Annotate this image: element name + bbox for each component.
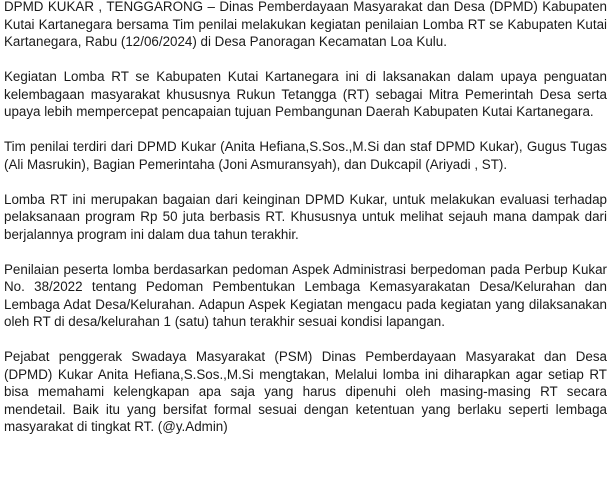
paragraph-judges: Tim penilai terdiri dari DPMD Kukar (Anita Hefiana,S.Sos.,M.Si dan staf DPMD Kukar), Gugus Tugas (Ali Masrukin), Bagian Pemerintaha (Joni Asmuransyah), dan Dukcapil (Ariyadi , ST).	[4, 139, 607, 172]
paragraph-statement: Pejabat penggerak Swadaya Masyarakat (PSM) Dinas Pemberdayaan Masyarakat dan Desa (DPMD) Kukar Anita Hefiana,S.Sos.,M.Si mengtakan, Melalui lomba ini diharapkan agar setiap RT bisa memahami kelengkapan apa saja yang harus dipenuhi oleh masing-masing RT secara mendetail. Baik itu yang bersifat formal sesuai dengan ketentuan yang berlaku seperti lembaga masyarakat di tingkat RT. (@y.Admin)	[4, 349, 607, 434]
paragraph-evaluation: Lomba RT ini merupakan bagaian dari keinginan DPMD Kukar, untuk melakukan evaluasi terhadap pelaksanaan program Rp 50 juta berbasis RT. Khususnya untuk melihat sejauh mana dampak dari berjalannya program ini dalam dua tahun terakhir.	[4, 191, 607, 242]
paragraph-criteria: Penilaian peserta lomba berdasarkan pedoman Aspek Administrasi berpedoman pada Perbup Kukar No. 38/2022 tentang Pedoman Pembentukan Lembaga Kemasyarakatan Desa/Kelurahan dan Lembaga Adat Desa/Kelurahan. Adapun Aspek Kegiatan mengacu pada kegiatan yang dilaksanakan oleh RT di desa/kelurahan 1 (satu) tahun terakhir sesuai kondisi lapangan.	[4, 261, 607, 329]
paragraph-intro: DPMD KUKAR , TENGGARONG – Dinas Pemberdayaan Masyarakat dan Desa (DPMD) Kabupaten Kutai Kartanegara bersama Tim penilai melakukan kegiatan penilaian Lomba RT se Kabupaten Kutai Kartanegara, Rabu (12/06/2024) di Desa Panoragan Kecamatan Loa Kulu.	[4, 0, 607, 49]
paragraph-purpose: Kegiatan Lomba RT se Kabupaten Kutai Kartanegara ini di laksanakan dalam upaya penguatan kelembagaan masyarakat khususnya Rukun Tetangga (RT) sebagai Mitra Pemerintah Desa serta upaya lebih mempercepat pencapaian tujuan Pembangunan Daerah Kabupaten Kutai Kartanegara.	[4, 69, 607, 119]
